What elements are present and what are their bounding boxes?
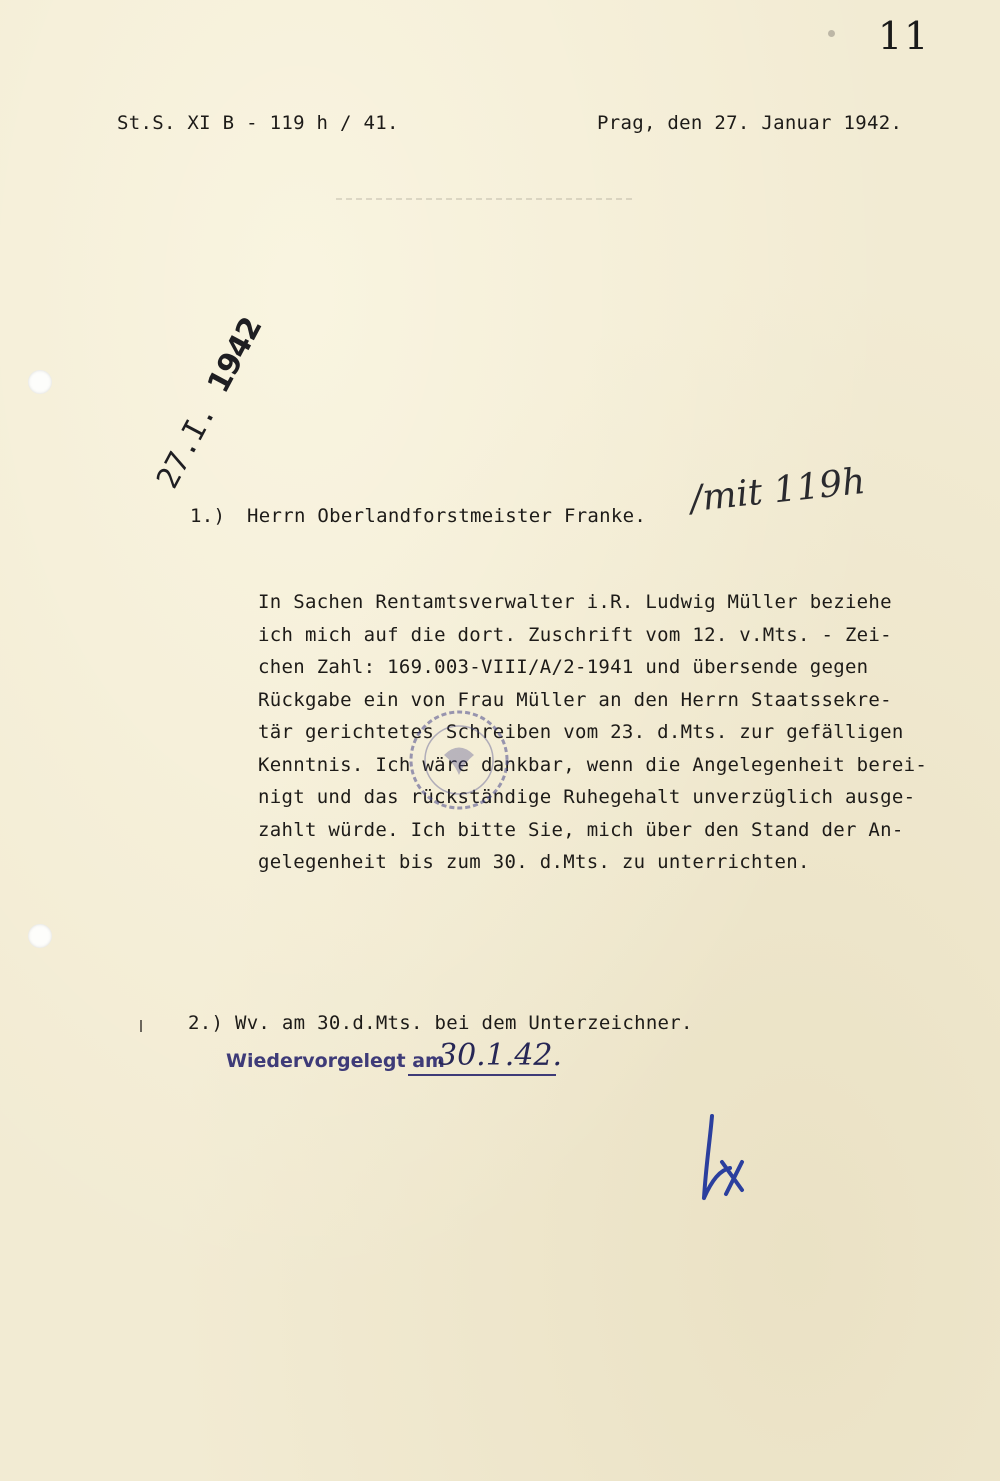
- letter-body: [258, 586, 978, 879]
- handwritten-annotation: /mit 119h: [688, 460, 868, 521]
- body-line: zahlt würde. Ich bitte Sie, mich über den Stand der An-: [258, 818, 904, 841]
- margin-tick: [140, 1020, 142, 1032]
- body-line: ich mich auf die dort. Zuschrift vom 12. v.Mts. - Zei-: [258, 623, 892, 646]
- signature-mark: [690, 1110, 770, 1210]
- body-line: nigt und das rückständige Ruhegehalt unverzüglich ausge-: [258, 786, 916, 808]
- stamp-day-month: 27.I.: [150, 398, 224, 495]
- resubmission-stamp-label: Wiedervorgelegt am: [226, 1050, 445, 1072]
- received-date-stamp: [150, 312, 269, 494]
- folio-number: 11: [878, 14, 931, 58]
- item-1-number: 1.): [190, 505, 226, 527]
- faint-rule: [336, 198, 636, 200]
- official-seal-stamp: [404, 705, 514, 815]
- body-line: Kenntnis. Ich wäre dankbar, wenn die Angelegenheit berei-: [258, 753, 928, 776]
- punch-hole: [28, 924, 52, 948]
- paper-spot: [828, 30, 835, 37]
- resubmission-date: 30.1.42.: [438, 1038, 563, 1073]
- place-date: Prag, den 27. Januar 1942.: [597, 112, 903, 134]
- item-2-line: 2.) Wv. am 30.d.Mts. bei dem Unterzeichner.: [188, 1012, 693, 1034]
- body-line: Rückgabe ein von Frau Müller an den Herrn Staatssekre-: [258, 688, 892, 711]
- body-line: In Sachen Rentamtsverwalter i.R. Ludwig Müller beziehe: [258, 591, 892, 613]
- stamp-year: 1942: [200, 312, 270, 399]
- body-line: chen Zahl: 169.003-VIII/A/2-1941 und übersende gegen: [258, 656, 869, 678]
- body-line: tär gerichtetes Schreiben vom 23. d.Mts. zur gefälligen: [258, 721, 904, 743]
- resubmission-underline: [408, 1074, 556, 1076]
- recipient-line: Herrn Oberlandforstmeister Franke.: [247, 505, 647, 527]
- file-reference: St.S. XI B - 119 h / 41.: [117, 112, 399, 134]
- punch-hole: [28, 370, 52, 394]
- body-line: gelegenheit bis zum 30. d.Mts. zu unterrichten.: [258, 851, 810, 873]
